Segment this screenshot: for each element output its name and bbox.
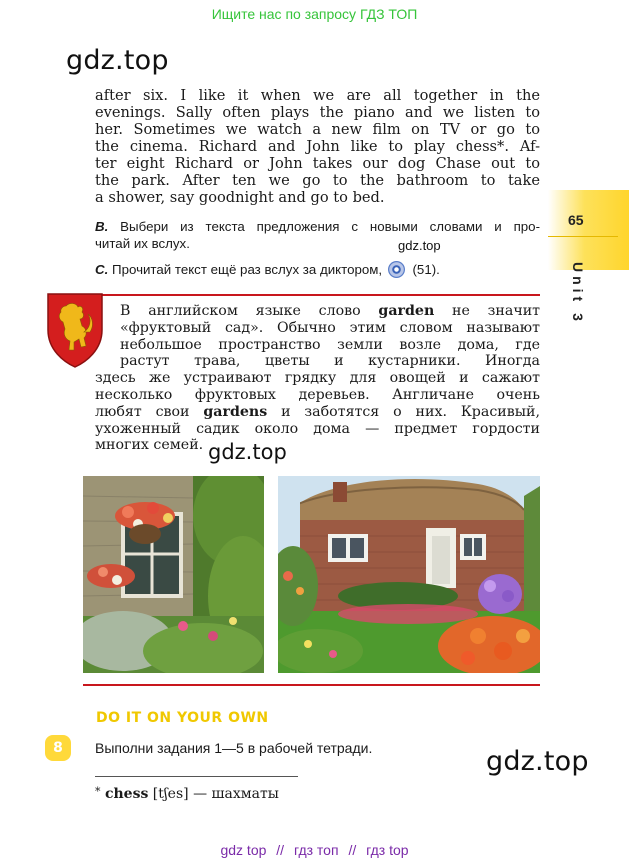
footnote-translation: шахматы <box>211 786 279 802</box>
link-separator: // <box>348 842 357 858</box>
footnote-transcription: [tʃes] <box>152 786 189 802</box>
side-tab <box>548 190 629 270</box>
text-line: evenings. Sally often plays the piano and we listen to <box>95 104 540 121</box>
bottom-link[interactable]: гдз топ <box>293 842 339 858</box>
audio-cd-icon[interactable] <box>388 261 405 278</box>
footnote-dash: — <box>193 786 208 802</box>
bottom-link[interactable]: gdz top <box>220 842 267 858</box>
footnote-word: chess <box>104 786 149 802</box>
section-rule-top <box>95 294 540 296</box>
info-text <box>95 303 540 454</box>
text-line: after six. I like it when we are all together in the <box>95 87 540 104</box>
do-it-heading: DO IT ON YOUR OWN <box>96 710 269 726</box>
task-c-track: (51). <box>412 262 440 277</box>
link-separator: // <box>276 842 285 858</box>
bottom-link[interactable]: гдз top <box>366 842 409 858</box>
watermark: gdz.top <box>398 238 441 253</box>
garden-photo-cottage <box>278 476 540 673</box>
info-line: растут трава, цветы и кустарники. Иногда <box>120 353 540 370</box>
exercise-number-badge: 8 <box>45 735 71 761</box>
text-line: the park. After ten we go to the bathroom to take <box>95 172 540 189</box>
info-line: «фруктовый сад». Обычно этим словом называют <box>120 319 540 336</box>
info-line: небольшое пространство земли возле дома, где <box>120 336 540 353</box>
watermark: gdz.top <box>208 440 287 464</box>
bottom-links <box>0 842 629 858</box>
term-garden: garden <box>378 303 435 319</box>
watermark: gdz.top <box>66 45 169 76</box>
section-rule-bottom <box>83 684 540 686</box>
task-b-line2: читай их вслух. <box>95 236 190 251</box>
watermark: gdz.top <box>486 746 589 777</box>
footnote-mark: * <box>95 785 101 798</box>
term-gardens: gardens <box>203 403 268 420</box>
info-line: здесь же устраивают грядку для овощей и сажают <box>95 370 540 387</box>
info-line: В английском языке слово garden не значит <box>120 303 540 319</box>
text-line: a shower, say goodnight and go to bed. <box>95 189 385 206</box>
task-8-text: Выполни задания 1—5 в рабочей тетради. <box>95 740 373 756</box>
task-b-line1: Выбери из текста предложения с новыми словами и про- <box>120 219 540 234</box>
lion-shield-icon <box>46 292 104 368</box>
task-c-letter: C. <box>95 262 109 277</box>
task-b <box>95 218 540 252</box>
unit-label: Unit 3 <box>570 262 586 325</box>
top-banner[interactable]: Ищите нас по запросу ГДЗ ТОП <box>211 6 418 22</box>
text-line: the cinema. Richard and John like to play chess*. Af- <box>95 138 540 155</box>
garden-photo-window <box>83 476 264 673</box>
footnote-rule <box>95 776 298 777</box>
info-line: ухоженный садик около дома — предмет гордости <box>95 420 540 437</box>
footnote <box>95 785 279 802</box>
side-divider <box>548 236 618 237</box>
info-line: любят свои gardens и заботятся о них. Красивый, <box>95 403 540 420</box>
text-line: ter eight Richard or John takes our dog Chase out to <box>95 155 540 172</box>
task-b-letter: B. <box>95 219 109 234</box>
page-number: 65 <box>568 212 584 228</box>
text-line: her. Sometimes we watch a new film on TV or go to <box>95 121 540 138</box>
task-c-text: Прочитай текст ещё раз вслух за диктором, <box>112 262 383 277</box>
info-line: многих семей. <box>95 437 204 454</box>
main-text <box>95 87 540 206</box>
task-c <box>95 261 440 278</box>
info-line: несколько фруктовых деревьев. Англичане очень <box>95 386 540 403</box>
